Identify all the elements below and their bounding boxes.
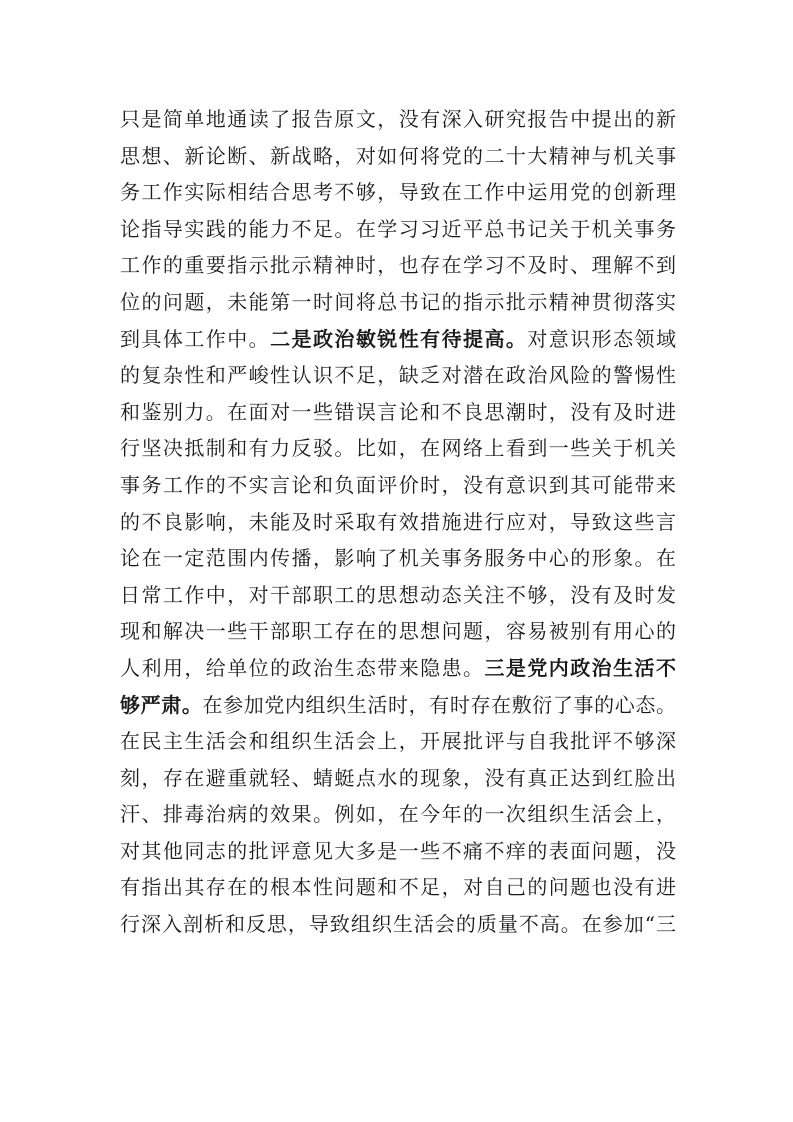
text-line: 到具体工作中。二是政治敏锐性有待提高。对意识形态领域 (120, 326, 676, 351)
point-three-heading-end: 够严肃。 (120, 692, 203, 717)
text-line: 行深入剖析和反思，导致组织生活会的质量不高。在参加“三 (120, 912, 676, 937)
text-line: 只是简单地通读了报告原文，没有深入研究报告中提出的新 (120, 107, 676, 131)
text-line: 人利用，给单位的政治生态带来隐患。三是党内政治生活不 (120, 655, 676, 680)
text-line: 务工作实际相结合思考不够，导致在工作中运用党的创新理 (120, 180, 676, 205)
point-three-heading: 三是党内政治生活不 (484, 655, 676, 680)
text-line: 有指出其存在的根本性问题和不足，对自己的问题也没有进 (120, 875, 676, 900)
text-line: 位的问题，未能第一时间将总书记的指示批示精神贯彻落实 (120, 289, 676, 314)
text-line: 在民主生活会和组织生活会上，开展批评与自我批评不够深 (120, 729, 676, 754)
body-paragraph (120, 101, 676, 943)
text-line: 对其他同志的批评意见大多是一些不痛不痒的表面问题，没 (120, 838, 676, 863)
text-line: 的复杂性和严峻性认识不足，缺乏对潜在政治风险的警惕性 (120, 363, 676, 388)
text-line: 论在一定范围内传播，影响了机关事务服务中心的形象。在 (120, 546, 676, 571)
text-line: 刻，存在避重就轻、蜻蜓点水的现象，没有真正达到红脸出 (120, 765, 676, 790)
point-two-heading: 二是政治敏锐性有待提高。 (270, 326, 528, 351)
text-line: 现和解决一些干部职工存在的思想问题，容易被别有用心的 (120, 619, 676, 644)
text-line: 思想、新论断、新战略，对如何将党的二十大精神与机关事 (120, 143, 676, 168)
text-line: 够严肃。在参加党内组织生活时，有时存在敷衍了事的心态。 (120, 692, 676, 717)
text-line: 和鉴别力。在面对一些错误言论和不良思潮时，没有及时进 (120, 399, 676, 424)
text-line: 论指导实践的能力不足。在学习习近平总书记关于机关事务 (120, 216, 676, 241)
text-line: 事务工作的不实言论和负面评价时，没有意识到其可能带来 (120, 472, 676, 497)
text-line: 的不良影响，未能及时采取有效措施进行应对，导致这些言 (120, 509, 676, 534)
text-line: 汗、排毒治病的效果。例如，在今年的一次组织生活会上， (120, 802, 676, 827)
text-line: 日常工作中，对干部职工的思想动态关注不够，没有及时发 (120, 582, 676, 607)
text-line: 行坚决抵制和有力反驳。比如，在网络上看到一些关于机关 (120, 436, 676, 461)
text-line: 工作的重要指示批示精神时，也存在学习不及时、理解不到 (120, 253, 676, 278)
